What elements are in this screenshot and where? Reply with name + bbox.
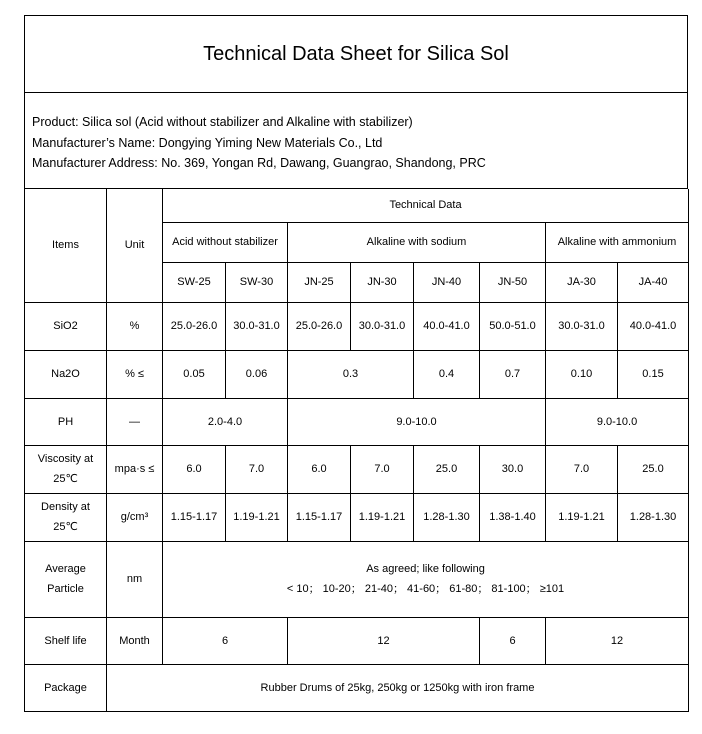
technical-data-table — [24, 189, 689, 712]
value-cell: 30.0 — [480, 445, 546, 493]
row-label-line: Viscosity at — [37, 453, 94, 465]
value-cell: 6.0 — [163, 445, 226, 493]
na2o-row — [25, 350, 689, 398]
value-cell: 7.0 — [226, 445, 288, 493]
row-label — [25, 445, 107, 493]
model-cell: SW-30 — [226, 262, 288, 302]
model-cell: JN-50 — [480, 262, 546, 302]
row-unit: mpa·s ≤ — [107, 445, 163, 493]
value-cell: 25.0-26.0 — [163, 302, 226, 350]
value-cell: 6 — [163, 617, 288, 664]
value-cell: 0.3 — [288, 350, 414, 398]
value-cell: 0.06 — [226, 350, 288, 398]
row-label — [25, 541, 107, 617]
particle-line-2: < 10； 10-20； 21-40； 41-60； 61-80； 81-100； ≥101 — [286, 583, 565, 595]
row-unit: Month — [107, 617, 163, 664]
particle-line-1: As agreed; like following — [366, 563, 485, 575]
title-box — [24, 15, 688, 93]
value-cell: 1.15-1.17 — [288, 493, 351, 541]
value-cell: 6 — [480, 617, 546, 664]
value-cell: 6.0 — [288, 445, 351, 493]
value-cell: 9.0-10.0 — [288, 398, 546, 445]
value-cell: 0.05 — [163, 350, 226, 398]
row-unit: — — [107, 398, 163, 445]
model-cell: JA-40 — [618, 262, 689, 302]
value-cell: 25.0 — [618, 445, 689, 493]
value-cell: 50.0-51.0 — [480, 302, 546, 350]
ph-row — [25, 398, 689, 445]
value-cell: 0.7 — [480, 350, 546, 398]
value-cell: 1.28-1.30 — [618, 493, 689, 541]
row-label: Na2O — [25, 350, 107, 398]
value-cell: 0.15 — [618, 350, 689, 398]
page-title: Technical Data Sheet for Silica Sol — [203, 42, 509, 65]
row-unit: % ≤ — [107, 350, 163, 398]
value-cell: 1.28-1.30 — [414, 493, 480, 541]
value-cell: 9.0-10.0 — [546, 398, 689, 445]
manufacturer-line: Manufacturer’s Name: Dongying Yiming New Materials Co., Ltd — [32, 135, 383, 150]
particle-value — [163, 541, 689, 617]
header-row-1 — [25, 189, 689, 222]
value-cell: 0.4 — [414, 350, 480, 398]
row-label-line: Particle — [47, 583, 84, 595]
technical-data-header: Technical Data — [163, 189, 689, 222]
items-header: Items — [25, 189, 107, 302]
viscosity-row — [25, 445, 689, 493]
row-label — [25, 493, 107, 541]
address-line: Manufacturer Address: No. 369, Yongan Rd, Dawang, Guangrao, Shandong, PRC — [32, 156, 486, 170]
row-label: SiO2 — [25, 302, 107, 350]
value-cell: 1.38-1.40 — [480, 493, 546, 541]
value-cell: 30.0-31.0 — [226, 302, 288, 350]
value-cell: 0.10 — [546, 350, 618, 398]
value-cell: 40.0-41.0 — [618, 302, 689, 350]
package-row — [25, 664, 689, 711]
value-cell: 12 — [288, 617, 480, 664]
value-cell: 1.15-1.17 — [163, 493, 226, 541]
value-cell: 25.0 — [414, 445, 480, 493]
package-value: Rubber Drums of 25kg, 250kg or 1250kg with iron frame — [107, 664, 689, 711]
model-cell: JN-40 — [414, 262, 480, 302]
row-label: PH — [25, 398, 107, 445]
value-cell: 25.0-26.0 — [288, 302, 351, 350]
row-label: Shelf life — [25, 617, 107, 664]
model-cell: SW-25 — [163, 262, 226, 302]
value-cell: 1.19-1.21 — [226, 493, 288, 541]
row-unit: g/cm³ — [107, 493, 163, 541]
value-cell: 30.0-31.0 — [546, 302, 618, 350]
value-cell: 7.0 — [351, 445, 414, 493]
group-ammonium-header: Alkaline with ammonium — [546, 222, 689, 262]
row-label-line: Average — [45, 563, 86, 575]
sio2-row — [25, 302, 689, 350]
model-cell: JA-30 — [546, 262, 618, 302]
row-unit: nm — [107, 541, 163, 617]
product-info — [24, 93, 688, 189]
value-cell: 2.0-4.0 — [163, 398, 288, 445]
row-label-line: 25℃ — [53, 521, 78, 533]
value-cell: 7.0 — [546, 445, 618, 493]
unit-header: Unit — [107, 189, 163, 302]
value-cell: 1.19-1.21 — [546, 493, 618, 541]
particle-row — [25, 541, 689, 617]
row-label-line: Density at — [41, 501, 90, 513]
density-row — [25, 493, 689, 541]
row-label: Package — [25, 664, 107, 711]
value-cell: 40.0-41.0 — [414, 302, 480, 350]
value-cell: 1.19-1.21 — [351, 493, 414, 541]
model-cell: JN-30 — [351, 262, 414, 302]
model-cell: JN-25 — [288, 262, 351, 302]
row-unit: % — [107, 302, 163, 350]
shelf-life-row — [25, 617, 689, 664]
value-cell: 30.0-31.0 — [351, 302, 414, 350]
value-cell: 12 — [546, 617, 689, 664]
product-line: Product: Silica sol (Acid without stabilizer and Alkaline with stabilizer) — [32, 115, 413, 129]
group-acid-header: Acid without stabilizer — [163, 222, 288, 262]
group-sodium-header: Alkaline with sodium — [288, 222, 546, 262]
data-sheet — [24, 15, 688, 712]
row-label-line: 25℃ — [53, 473, 78, 485]
